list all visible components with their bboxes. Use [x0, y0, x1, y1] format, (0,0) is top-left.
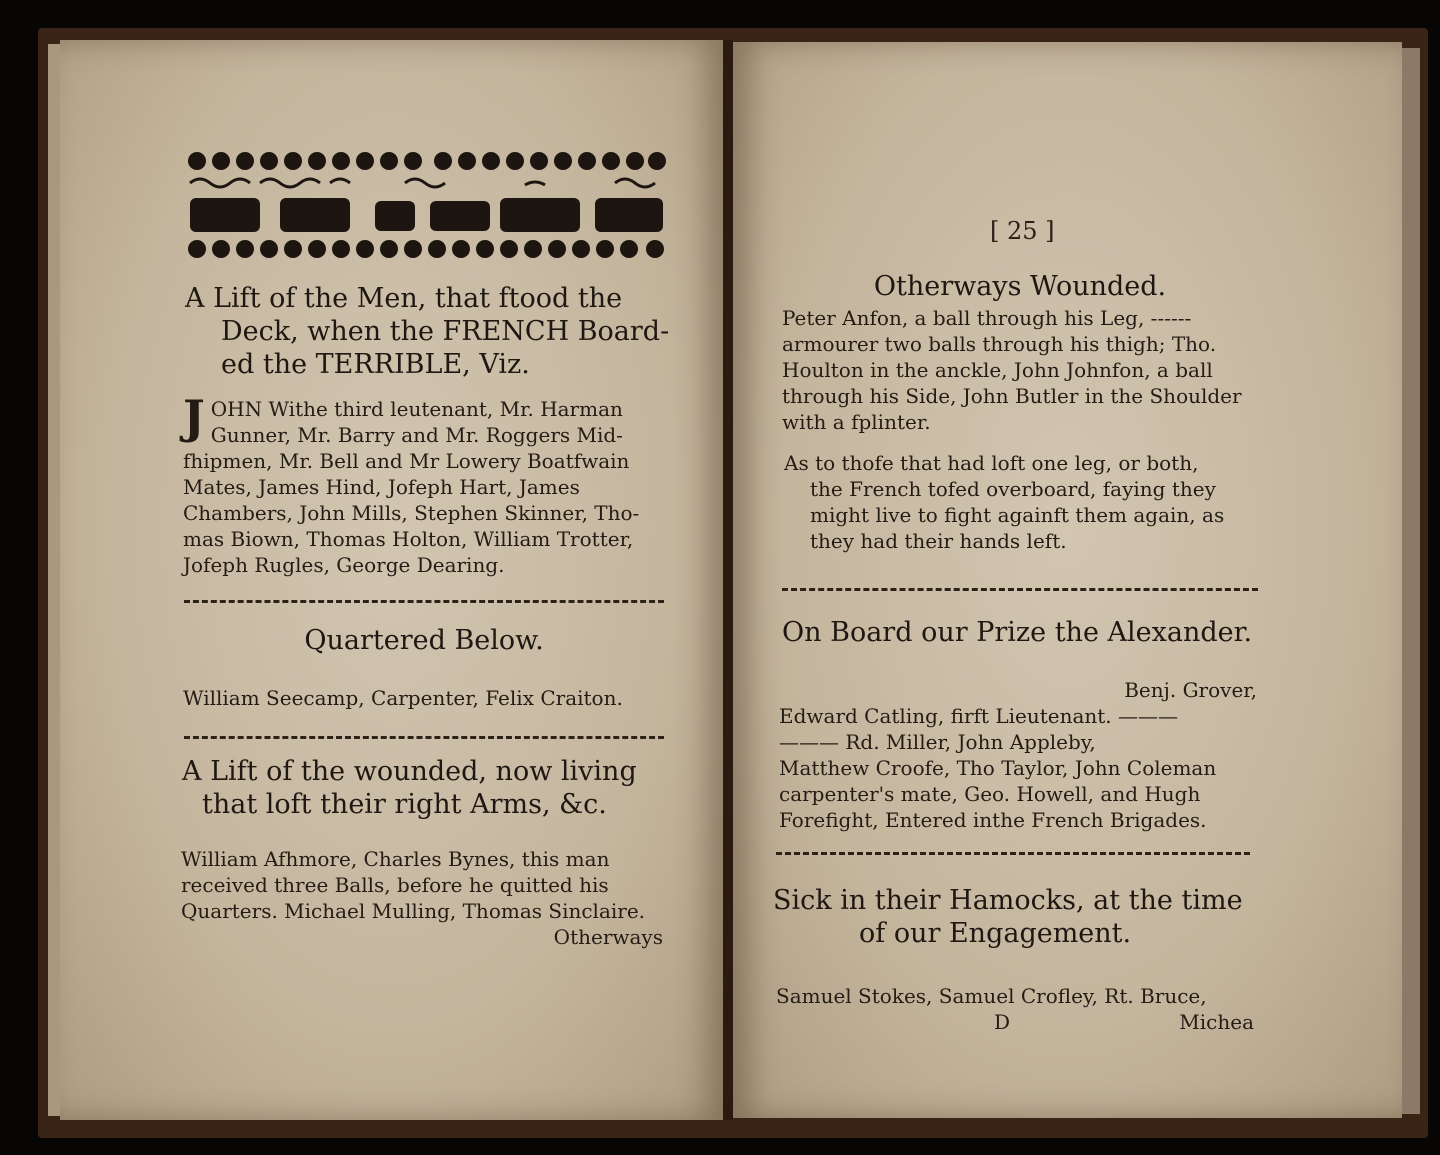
para-line: Matthew Croofe, Tho Taylor, John Coleman [779, 756, 1217, 780]
left-heading-wounded-list [182, 755, 666, 821]
para-line: Forefight, Entered inthe French Brigades. [779, 808, 1207, 832]
left-heading-quartered-below: Quartered Below. [304, 625, 544, 656]
para-line: Benj. Grover, [1124, 678, 1257, 702]
para-line: they had their hands left. [810, 529, 1067, 553]
para-line: received three Balls, before he quitted his [181, 873, 609, 897]
right-heading3-line1: Sick in their Hamocks, at the time [773, 885, 1243, 916]
ornament-figures-row [190, 198, 663, 232]
divider-rule [782, 588, 1258, 591]
para-line: mas Biown, Thomas Holton, William Trotter, [183, 527, 634, 551]
left-heading-list-of-men [185, 282, 675, 381]
book-gutter [723, 40, 733, 1120]
catch-letter-d: D [994, 1010, 1011, 1034]
right-para-prize-crew [779, 677, 1257, 833]
left-heading1-line3: ed the TERRIBLE, Viz. [221, 349, 530, 380]
right-para-otherways [782, 305, 1262, 435]
right-page [732, 42, 1402, 1118]
para-line: Edward Catling, firft Lieutenant. ——— [779, 704, 1179, 728]
right-heading-sick [773, 884, 1257, 950]
para-line: armourer two balls through his thigh; Tho. [782, 332, 1217, 356]
para-line: Jofeph Rugles, George Dearing. [183, 553, 505, 577]
para-line: might live to fight againft them again, as [810, 503, 1225, 527]
left-heading1-line2: Deck, when the FRENCH Board- [221, 316, 670, 347]
page-number: [ 25 ] [990, 217, 1055, 245]
catchword: Otherways [553, 925, 663, 949]
para-line: Gunner, Mr. Barry and Mr. Roggers Mid- [210, 423, 623, 447]
para-line: Chambers, John Mills, Stephen Skinner, Tho- [183, 501, 640, 525]
left-heading3-line2: that loft their right Arms, &c. [202, 789, 607, 820]
divider-rule [776, 852, 1250, 855]
para-line: fhipmen, Mr. Bell and Mr Lowery Boatfwain [183, 449, 630, 473]
right-para-sick-names [776, 983, 1254, 1035]
para-line: with a fplinter. [782, 410, 931, 434]
left-para-quartered: William Seecamp, Carpenter, Felix Craiton. [183, 686, 623, 710]
page-edges-right [1400, 48, 1420, 1114]
para-line: carpenter's mate, Geo. Howell, and Hugh [779, 782, 1201, 806]
para-line: through his Side, John Butler in the Shoulder [782, 384, 1242, 408]
ornament-row-bottom [188, 240, 664, 258]
left-para-wounded [181, 846, 663, 950]
para-line: the French tofed overboard, faying they [810, 477, 1216, 501]
right-heading3-line2: of our Engagement. [859, 918, 1132, 949]
ornament-scroll-row [190, 179, 655, 187]
para-line: ——— Rd. Miller, John Appleby, [779, 730, 1096, 754]
para-line: William Afhmore, Charles Bynes, this man [181, 847, 610, 871]
catchword-right: Michea [1179, 1010, 1254, 1034]
left-heading3-line1: A Lift of the wounded, now living [182, 756, 637, 787]
ornamental-headpiece [185, 143, 668, 265]
ornament-row-top [188, 152, 666, 170]
divider-rule [184, 600, 664, 603]
right-heading-prize-alexander: On Board our Prize the Alexander. [782, 617, 1253, 648]
left-heading1-line1: A Lift of the Men, that ftood the [185, 283, 623, 314]
para-line: Samuel Stokes, Samuel Crofley, Rt. Bruce, [776, 984, 1207, 1008]
divider-rule [184, 736, 664, 739]
right-heading-otherways-wounded: Otherways Wounded. [873, 271, 1167, 302]
para-line: OHN Withe third leutenant, Mr. Harman [210, 397, 623, 421]
para-line: Mates, James Hind, Jofeph Hart, James [183, 475, 580, 499]
drop-cap: J [183, 390, 205, 444]
para-line: Quarters. Michael Mulling, Thomas Sinclaire. [181, 899, 646, 923]
para-line: As to thofe that had loft one leg, or both, [784, 451, 1199, 475]
right-para-lost-legs [784, 450, 1262, 554]
para-line: Peter Anfon, a ball through his Leg, ------ [782, 306, 1192, 330]
para-line: Houlton in the anckle, John Johnfon, a ball [782, 358, 1213, 382]
left-para-men-list [183, 390, 665, 578]
